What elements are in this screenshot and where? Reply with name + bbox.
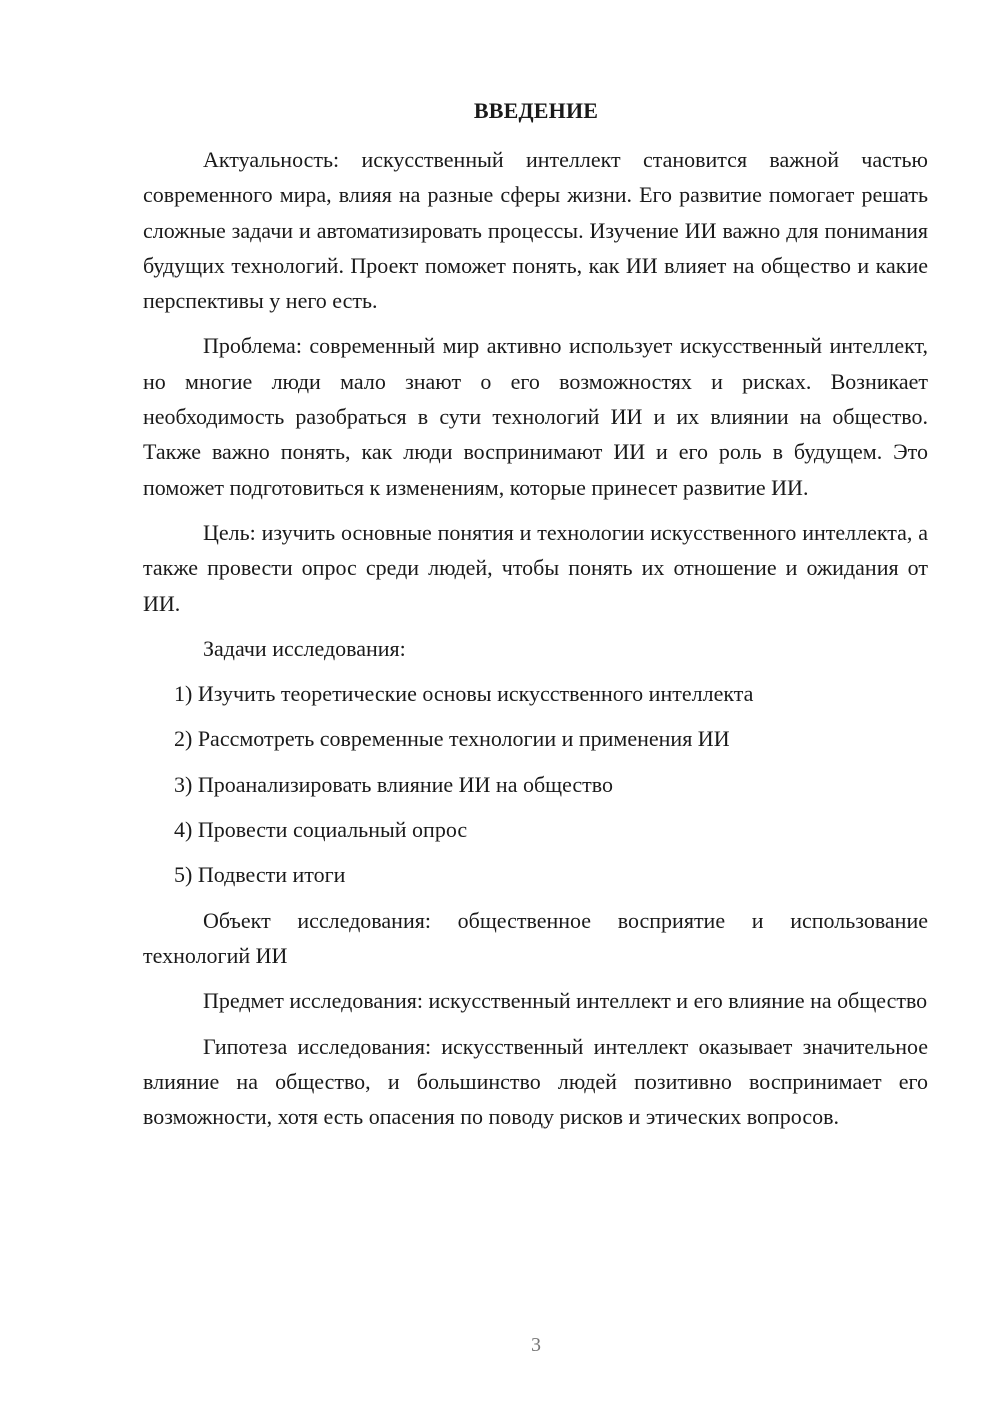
paragraph-hypothesis: Гипотеза исследования: искусственный интеллект оказывает значительное влияние на общество, и большинство людей позитивно воспринимает его возможности, хотя есть опасения по поводу рисков и этических вопросов. xyxy=(143,1033,928,1130)
list-item: 4) Провести социальный опрос xyxy=(174,817,468,843)
list-item: 5) Подвести итоги xyxy=(174,862,346,888)
paragraph-object: Объект исследования: общественное восприятие и использование технологий ИИ xyxy=(143,907,928,968)
document-body xyxy=(143,142,928,1134)
page-title: ВВЕДЕНИЕ xyxy=(473,98,599,123)
list-item: 2) Рассмотреть современные технологии и применения ИИ xyxy=(174,726,730,752)
page-number: 3 xyxy=(531,1334,541,1356)
list-item: 3) Проанализировать влияние ИИ на общество xyxy=(174,771,614,797)
tasks-list xyxy=(143,676,928,892)
tasks-heading: Задачи исследования: xyxy=(203,635,406,661)
paragraph-problem: Проблема: современный мир активно использует искусственный интеллект, но многие люди мало знают о его возможностях и рисках. Возникает необходимость разобраться в сути технологий ИИ и их влиянии на общество. Также важно понять, как люди воспринимают ИИ и его роль в будущем. Это поможет подготовиться к изменениям, которые принесет развитие ИИ. xyxy=(143,333,928,500)
paragraph-subject: Предмет исследования: искусственный интеллект и его влияние на общество xyxy=(203,988,928,1014)
paragraph-relevance: Актуальность: искусственный интеллект становится важной частью современного мира, влияя на разные сферы жизни. Его развитие помогает решать сложные задачи и автоматизировать процессы. Изучение ИИ важно для понимания будущих технологий. Проект поможет понять, как ИИ влияет на общество и какие перспективы у него есть. xyxy=(143,147,928,314)
list-item: 1) Изучить теоретические основы искусственного интеллекта xyxy=(174,681,754,707)
paragraph-goal: Цель: изучить основные понятия и технологии искусственного интеллекта, а также провести опрос среди людей, чтобы понять их отношение и ожидания от ИИ. xyxy=(143,519,928,616)
